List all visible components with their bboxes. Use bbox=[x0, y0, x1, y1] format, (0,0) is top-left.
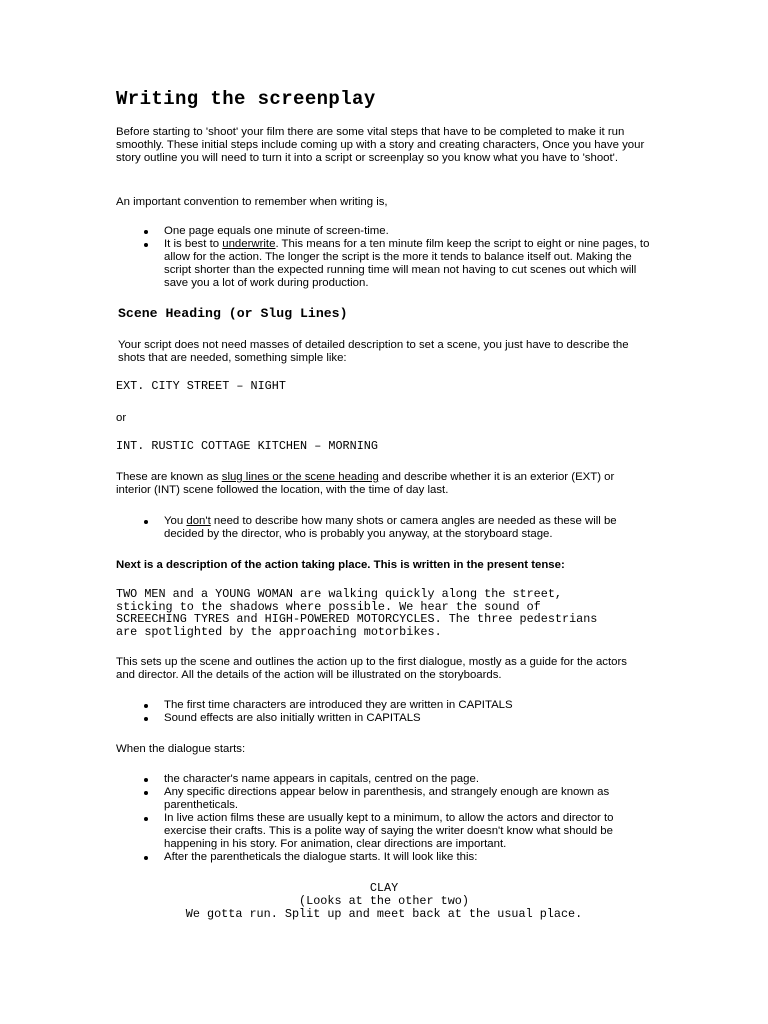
bullet-icon bbox=[144, 704, 148, 708]
slug-lines-term: slug lines or the scene heading bbox=[221, 471, 379, 483]
scene-heading-paragraph: Your script does not need masses of detailed description to set a scene, you just have to describe the shots that are needed, something simple like: bbox=[118, 339, 629, 364]
list-item: In live action films these are usually kept to a minimum, to allow the actors and director to exercise their crafts. This is a polite way of saying the writer doesn't know what should be happening in his story. For animation, clear directions are important. bbox=[164, 812, 614, 850]
action-example-line: TWO MEN and a YOUNG WOMAN are walking quickly along the street, bbox=[116, 587, 562, 601]
bullet-icon bbox=[144, 778, 148, 782]
bullet-icon bbox=[144, 856, 148, 860]
slug-lines-paragraph: These are known as slug lines or the scene heading and describe whether it is an exterior (EXT) or interior (INT) scene followed the location, with the time of day last. bbox=[116, 471, 615, 496]
page-title: Writing the screenplay bbox=[116, 88, 376, 110]
action-heading: Next is a description of the action taking place. This is written in the present tense: bbox=[116, 559, 565, 571]
dialogue-parenthetical: (Looks at the other two) bbox=[299, 894, 469, 908]
slug-line-example-int: INT. RUSTIC COTTAGE KITCHEN – MORNING bbox=[116, 439, 378, 453]
action-example-line: are spotlighted by the approaching motorbikes. bbox=[116, 624, 442, 639]
bullet-icon bbox=[144, 520, 148, 524]
list-item: After the parentheticals the dialogue starts. It will look like this: bbox=[164, 851, 478, 863]
slug-line-example-ext: EXT. CITY STREET – NIGHT bbox=[116, 379, 286, 393]
list-item: Sound effects are also initially written in CAPITALS bbox=[164, 712, 421, 724]
list-item: the character's name appears in capitals, centred on the page. bbox=[164, 773, 479, 785]
list-item: Any specific directions appear below in parenthesis, and strangely enough are known as parentheticals. bbox=[164, 786, 610, 811]
intro-paragraph: Before starting to 'shoot' your film there are some vital steps that have to be completed to make it run smoothly. These initial steps include coming up with a story and creating characters, Once you have your story outline you will need to turn it into a script or screenplay so you know what you have to 'shoot'. bbox=[116, 126, 645, 164]
bullet-icon bbox=[144, 817, 148, 821]
bullet-icon bbox=[144, 791, 148, 795]
section-heading-scene: Scene Heading (or Slug Lines) bbox=[118, 306, 348, 321]
list-item: It is best to underwrite. This means for a ten minute film keep the script to eight or nine pages, to allow for the action. The longer the script is the more it tends to balance itself out. Making the script shorter than the expected running time will mean not having to cut scenes out which will save you a lot of work during production. bbox=[164, 238, 650, 289]
underwrite-term: underwrite bbox=[222, 238, 276, 250]
dialogue-line: We gotta run. Split up and meet back at the usual place. bbox=[185, 907, 583, 921]
list-item: One page equals one minute of screen-time. bbox=[164, 225, 389, 237]
convention-lead: An important convention to remember when writing is, bbox=[116, 196, 388, 208]
list-item: The first time characters are introduced they are written in CAPITALS bbox=[164, 699, 513, 711]
dialogue-character-name: CLAY bbox=[369, 881, 399, 895]
bullet-icon bbox=[144, 243, 148, 247]
action-paragraph: This sets up the scene and outlines the action up to the first dialogue, mostly as a guide for the actors and director. All the details of the action will be illustrated on the storyboards. bbox=[116, 656, 627, 681]
dialogue-intro: When the dialogue starts: bbox=[116, 743, 246, 755]
dont-term: don't bbox=[186, 515, 211, 527]
bullet-icon bbox=[144, 717, 148, 721]
list-item: You don't need to describe how many shots or camera angles are needed as these will be decided by the director, who is probably you anyway, at the storyboard stage. bbox=[164, 515, 617, 540]
action-example-line: sticking to the shadows where possible. We hear the sound of bbox=[116, 599, 541, 614]
or-text: or bbox=[116, 412, 127, 424]
action-example-line: SCREECHING TYRES and HIGH-POWERED MOTORCYCLES. The three pedestrians bbox=[116, 612, 598, 626]
bullet-icon bbox=[144, 230, 148, 234]
